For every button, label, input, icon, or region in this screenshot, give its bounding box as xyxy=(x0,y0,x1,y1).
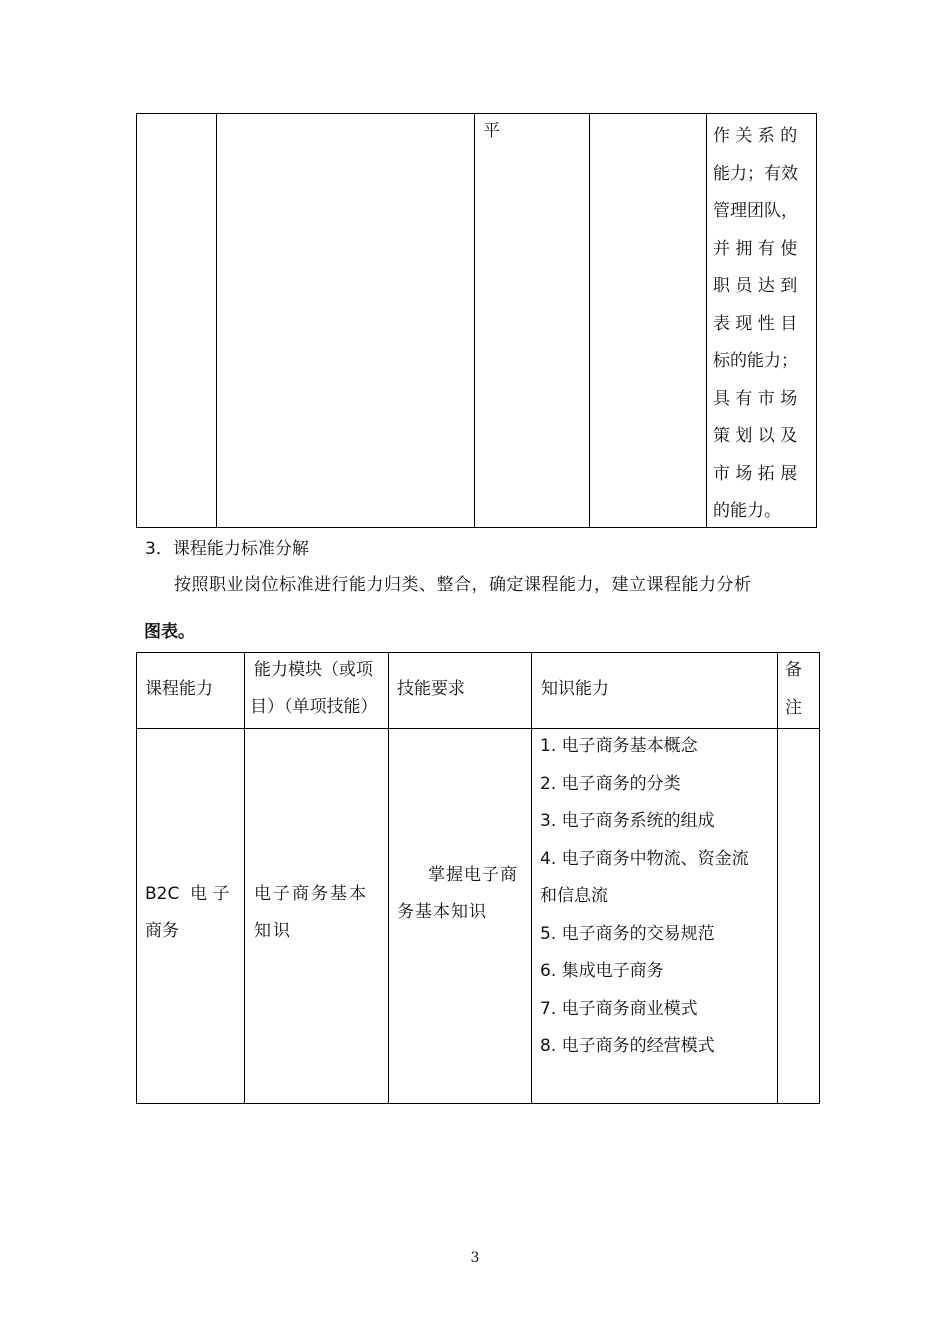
table-divider xyxy=(531,653,532,1103)
knowledge-item: 7. 电子商务商业模式 xyxy=(540,998,698,1019)
knowledge-item: 1. 电子商务基本概念 xyxy=(540,736,698,756)
row-course-line: B2C 电 子 xyxy=(145,884,230,904)
table1-col5-line: 职 员 达 到 xyxy=(713,276,798,296)
table1-col5-line: 表 现 性 目 xyxy=(713,313,798,334)
knowledge-item: 5. 电子商务的交易规范 xyxy=(540,923,715,944)
table1-col5-line: 管理团队， xyxy=(713,201,798,221)
header-module-line: 能力模块（或项 xyxy=(254,660,373,680)
knowledge-item: 6. 集成电子商务 xyxy=(540,961,664,981)
header-module-line: 目）（单项技能） xyxy=(250,697,378,717)
table1-col5-line: 能力；有效 xyxy=(713,163,798,184)
knowledge-item: 和信息流 xyxy=(540,886,608,906)
table1-col5-line: 具 有 市 场 xyxy=(713,388,798,409)
table1-col5-line: 并 拥 有 使 xyxy=(713,238,798,259)
table1-col5-line: 市 场 拓 展 xyxy=(713,463,798,484)
table1-col5-line: 作 关 系 的 xyxy=(713,126,798,146)
header-note: 注 xyxy=(785,698,802,718)
section-heading: 3．课程能力标准分解 xyxy=(145,539,309,559)
knowledge-item: 3. 电子商务系统的组成 xyxy=(540,811,715,831)
table-divider xyxy=(388,653,389,1103)
row-module-line: 电子商务基本 xyxy=(254,884,368,904)
table1-col3-text: 平 xyxy=(483,121,500,141)
row-skill-line: 掌握电子商 xyxy=(428,865,518,885)
page-number: 3 xyxy=(470,1250,480,1266)
header-note: 备 xyxy=(785,660,802,680)
table1-col5-line: 策 划 以 及 xyxy=(713,426,798,446)
header-knowledge: 知识能力 xyxy=(541,679,609,699)
paragraph-line: 按照职业岗位标准进行能力归类、整合，确定课程能力，建立课程能力分析 xyxy=(174,575,752,595)
table-divider xyxy=(216,114,217,527)
table-divider xyxy=(244,653,245,1103)
table1-col5-text xyxy=(713,118,813,531)
row-skill-line: 务基本知识 xyxy=(397,902,487,922)
header-course-ability: 课程能力 xyxy=(145,679,213,699)
knowledge-item: 8. 电子商务的经营模式 xyxy=(540,1036,715,1056)
table1-col5-line: 标的能力； xyxy=(713,351,798,371)
table1-col5-line: 的能力。 xyxy=(713,501,781,521)
table-divider xyxy=(777,653,778,1103)
row-module-line: 知识 xyxy=(254,921,292,941)
row-course-line: 商务 xyxy=(145,921,179,941)
header-skill: 技能要求 xyxy=(397,679,465,699)
paragraph-line: 图表。 xyxy=(144,622,195,642)
table-divider xyxy=(589,114,590,527)
knowledge-list xyxy=(540,728,776,1066)
table-divider xyxy=(706,114,707,527)
knowledge-item: 4. 电子商务中物流、资金流 xyxy=(540,848,749,869)
knowledge-item: 2. 电子商务的分类 xyxy=(540,773,681,794)
table-divider xyxy=(474,114,475,527)
